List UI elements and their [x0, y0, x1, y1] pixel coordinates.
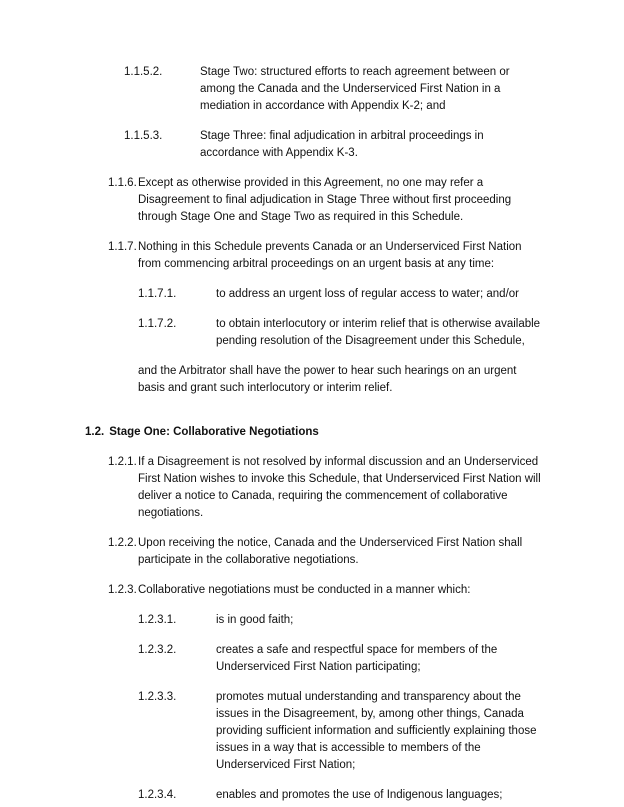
clause	[108, 239, 544, 273]
clause-text: Collaborative negotiations must be conducted in a manner which:	[138, 584, 471, 596]
clause-text: Nothing in this Schedule prevents Canada or an Underserviced First Nation from commencing arbitral proceedings on an urgent basis at any time:	[138, 241, 522, 270]
clause-text: Stage Two: structured efforts to reach agreement between or among the Canada and the Underserviced First Nation in a mediation in accordance with Appendix K-2; and	[200, 66, 510, 112]
clause-text: Stage Three: final adjudication in arbitral proceedings in accordance with Appendix K-3.	[200, 130, 484, 159]
clause-text: Stage One: Collaborative Negotiations	[109, 426, 319, 438]
clause-text: to obtain interlocutory or interim relief that is otherwise available pending resolution of the Disagreement under this Schedule,	[216, 318, 541, 347]
clause	[108, 175, 544, 226]
continuation-paragraph	[138, 363, 544, 397]
clause	[138, 787, 544, 804]
clause-text: promotes mutual understanding and transparency about the issues in the Disagreement, by, among other things, Canada providing sufficient information and sufficiently explaining those issues in a way that is accessible to members of the Underserviced First Nation;	[216, 691, 537, 771]
clause-text: creates a safe and respectful space for members of the Underserviced First Nation participating;	[216, 644, 498, 673]
clause-text: and the Arbitrator shall have the power to hear such hearings on an urgent basis and grant such interlocutory or interim relief.	[138, 365, 517, 394]
clause-text: Upon receiving the notice, Canada and the Underserviced First Nation shall participate in the collaborative negotiations.	[138, 537, 523, 566]
clause-text: Except as otherwise provided in this Agreement, no one may refer a Disagreement to final adjudication in Stage Three without first proceeding through Stage One and Stage Two as required in this Schedule.	[138, 177, 512, 223]
clause	[108, 454, 544, 522]
clause-number: 1.1.6.	[108, 177, 137, 189]
clause-text: to address an urgent loss of regular access to water; and/or	[216, 288, 519, 300]
clause-number: 1.1.7.	[108, 241, 137, 253]
clause-number: 1.2.2.	[108, 537, 137, 549]
clause-number: 1.2.3.3.	[138, 691, 177, 703]
clause-text: If a Disagreement is not resolved by informal discussion and an Underserviced First Nation wishes to invoke this Schedule, that Underserviced First Nation will deliver a notice to Canada, requiring the commencement of collaborative negotiations.	[138, 456, 541, 519]
clause-text: enables and promotes the use of Indigenous languages;	[216, 789, 503, 801]
clause-text: is in good faith;	[216, 614, 294, 626]
clause-list	[0, 64, 544, 804]
clause	[124, 128, 544, 162]
clause-number: 1.2.3.4.	[138, 789, 177, 801]
clause-number: 1.2.3.	[108, 584, 137, 596]
clause	[108, 535, 544, 569]
section-heading	[85, 424, 544, 441]
clause-number: 1.2.	[85, 426, 105, 438]
clause-number: 1.2.1.	[108, 456, 137, 468]
clause-number: 1.1.5.2.	[124, 66, 163, 78]
clause-number: 1.1.7.1.	[138, 288, 177, 300]
clause	[108, 582, 544, 599]
clause-number: 1.2.3.1.	[138, 614, 177, 626]
clause-number: 1.1.5.3.	[124, 130, 163, 142]
clause	[138, 642, 544, 676]
clause	[138, 286, 544, 303]
clause-number: 1.2.3.2.	[138, 644, 177, 656]
clause-number: 1.1.7.2.	[138, 318, 177, 330]
clause	[138, 316, 544, 350]
clause	[124, 64, 544, 115]
clause	[138, 612, 544, 629]
clause	[138, 689, 544, 774]
